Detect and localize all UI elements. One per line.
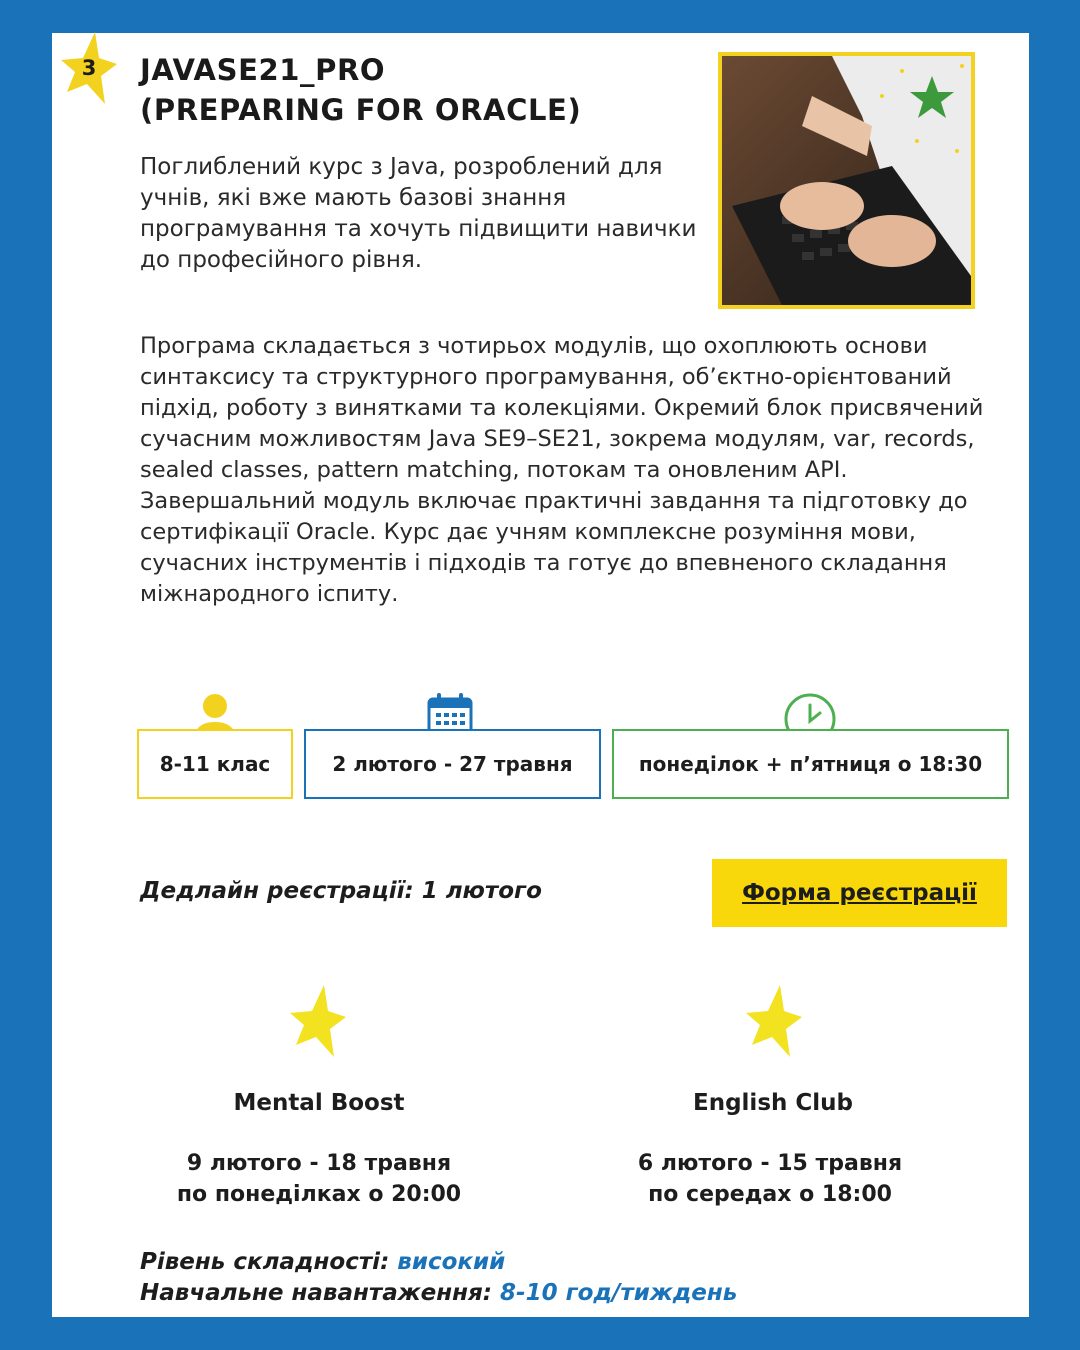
registration-form-button[interactable]: Форма реєстрації bbox=[712, 859, 1007, 927]
club-english-info bbox=[590, 1148, 950, 1210]
club-schedule: по понеділках о 20:00 bbox=[176, 1182, 462, 1207]
club-schedule: по середах о 18:00 bbox=[648, 1182, 892, 1207]
course-number: 3 bbox=[81, 56, 97, 80]
course-title-line2: (PREPARING FOR ORACLE) bbox=[140, 93, 582, 127]
club-mental-boost-name: Mental Boost bbox=[233, 1090, 405, 1116]
grade-box: 8-11 клас bbox=[137, 729, 293, 799]
course-intro: Поглиблений курс з Java, розроблений для учнів, які вже мають базові знання програмування та хочуть підвищити навички до професійного рівня. bbox=[140, 154, 697, 273]
registration-deadline: Дедлайн реєстрації: 1 лютого bbox=[140, 878, 542, 904]
star-icon bbox=[744, 985, 804, 1057]
club-mental-boost-info bbox=[139, 1148, 499, 1210]
dates-box: 2 лютого - 27 травня bbox=[304, 729, 601, 799]
star-icon bbox=[288, 985, 348, 1057]
workload-value: 8-10 год/тиждень bbox=[500, 1280, 738, 1306]
schedule-box: понеділок + п’ятниця о 18:30 bbox=[612, 729, 1009, 799]
difficulty-label: Рівень складності: bbox=[140, 1249, 390, 1275]
club-dates: 9 лютого - 18 травня bbox=[186, 1151, 452, 1176]
workload-line bbox=[140, 1280, 940, 1306]
student-typing-photo-icon bbox=[722, 56, 971, 305]
club-dates: 6 лютого - 15 травня bbox=[637, 1151, 903, 1176]
course-title-line1: JAVASE21_PRO bbox=[140, 53, 386, 87]
course-photo bbox=[718, 52, 975, 309]
course-title bbox=[140, 50, 700, 130]
club-english-name: English Club bbox=[693, 1090, 853, 1116]
course-description: Програма складається з чотирьох модулів, що охоплюють основи синтаксису та структурного програмування, об’єктно-орієнтований підхід, роботу з винятками та колекціями. Окремий блок присвячений сучасним можливостям Java SE9–SE21, зокрема модулям, var, records, sealed classes, pattern matching, потокам та оновленим API. Завершальний модуль включає практичні завдання та підготовку до сертифікації Oracle. Курс дає учням комплексне розуміння мови, сучасних інструментів і підходів та готує до впевненого складання міжнародного іспиту. bbox=[140, 333, 984, 607]
difficulty-value: високий bbox=[397, 1249, 506, 1275]
difficulty-line bbox=[140, 1249, 940, 1275]
workload-label: Навчальне навантаження: bbox=[140, 1280, 492, 1306]
